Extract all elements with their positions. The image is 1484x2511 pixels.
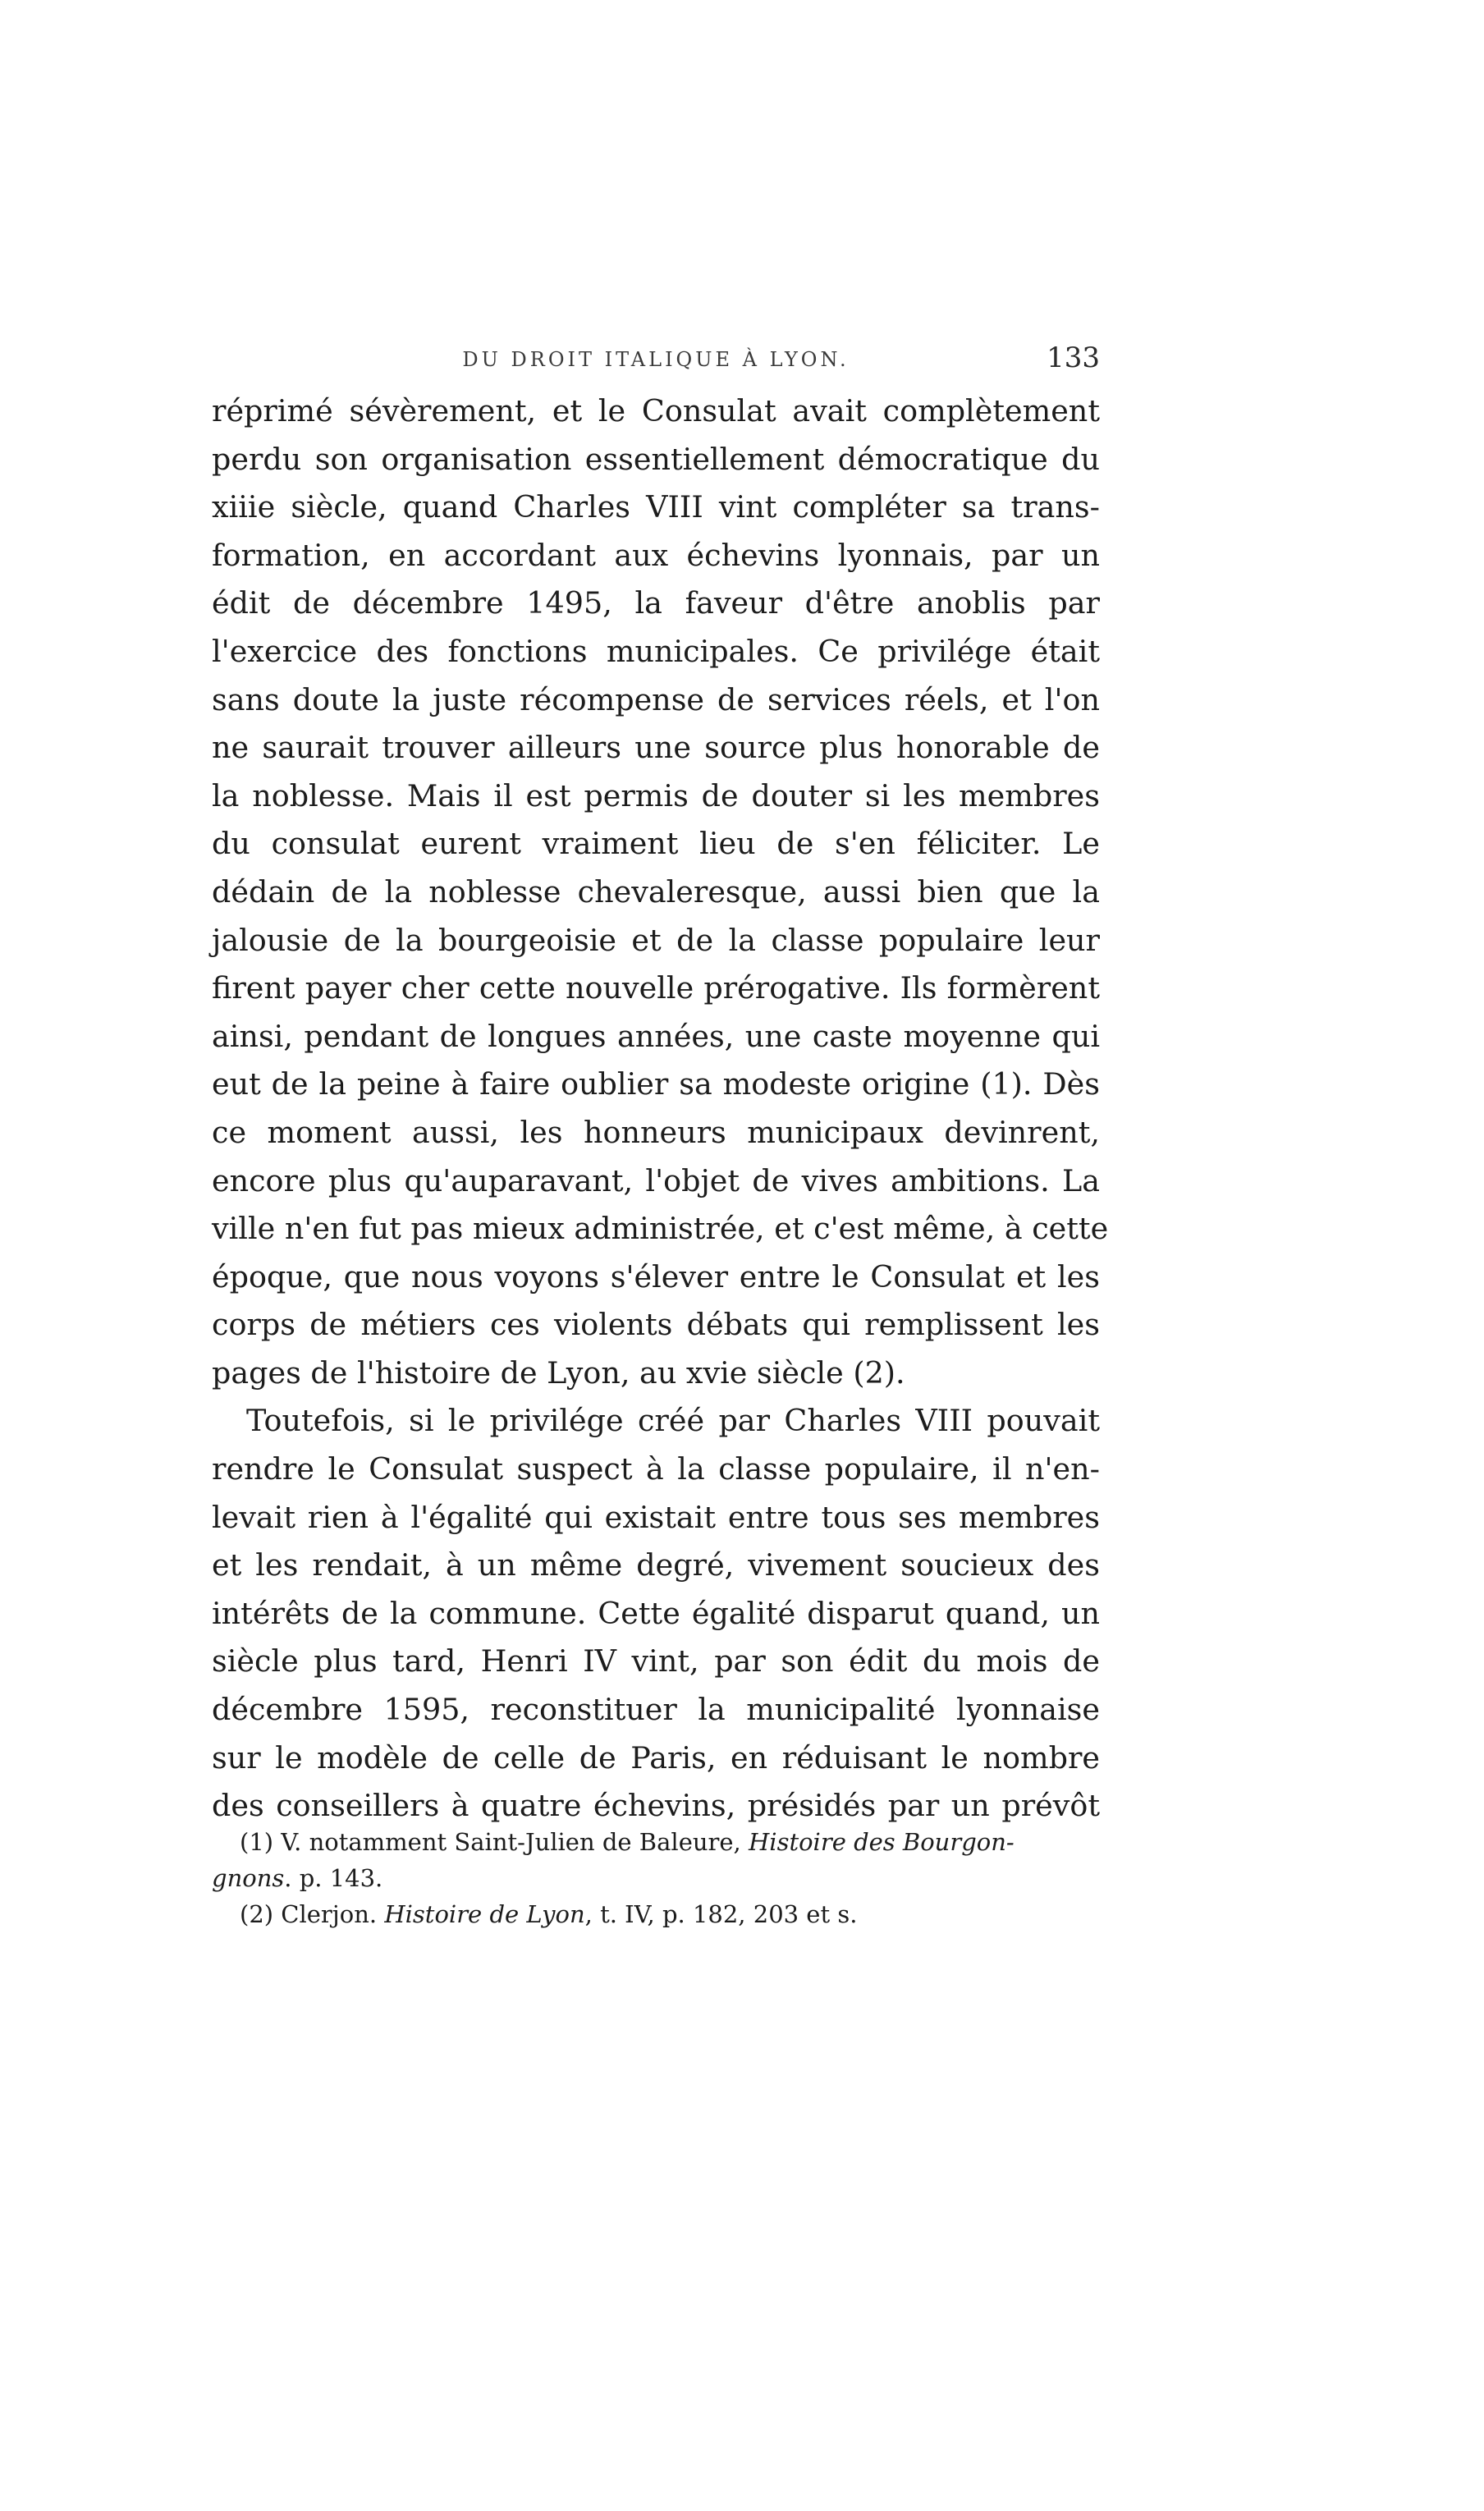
text-line: levait rien à l'égalité qui existait entre tous ses membres xyxy=(212,1499,1100,1535)
text-line: édit de décembre 1495, la faveur d'être anoblis par xyxy=(212,585,1100,621)
footnotes xyxy=(212,1824,1100,1932)
text-line: formation, en accordant aux échevins lyonnais, par un xyxy=(212,537,1100,573)
text-line: et les rendait, à un même degré, vivement soucieux des xyxy=(212,1547,1100,1583)
body-text xyxy=(212,387,1109,1831)
footnote-1-continued xyxy=(212,1860,1100,1896)
text-line: ville n'en fut pas mieux administrée, et c'est même, à cette xyxy=(212,1211,1109,1247)
text-line: l'exercice des fonctions municipales. Ce privilége était xyxy=(212,633,1100,669)
text-line: jalousie de la bourgeoisie et de la classe populaire leur xyxy=(212,922,1100,958)
running-head xyxy=(212,337,1100,386)
text-line: ainsi, pendant de longues années, une caste moyenne qui xyxy=(212,1018,1100,1054)
page-number: 133 xyxy=(1047,341,1100,374)
text-line: des conseillers à quatre échevins, présidés par un prévôt xyxy=(212,1788,1100,1824)
text-line: sans doute la juste récompense de services réels, et l'on xyxy=(212,681,1100,717)
footnote-2-page: , t. IV, p. 182, 203 et s. xyxy=(584,1900,858,1928)
text-line: du consulat eurent vraiment lieu de s'en féliciter. Le xyxy=(212,826,1100,862)
text-line: intérêts de la commune. Cette égalité disparut quand, un xyxy=(212,1595,1100,1631)
text-line: pages de l'histoire de Lyon, au xvie siècle (2). xyxy=(212,1354,905,1391)
text-line: époque, que nous voyons s'élever entre le Consulat et les xyxy=(212,1258,1100,1294)
footnote-1-title: Histoire des Bourgon- xyxy=(749,1828,1015,1856)
footnote-2 xyxy=(212,1896,1100,1932)
text-line: Toutefois, si le privilége créé par Charles VIII pouvait xyxy=(246,1403,1100,1439)
footnote-1-text: (1) V. notamment Saint-Julien de Baleure, xyxy=(240,1828,749,1856)
text-line: dédain de la noblesse chevaleresque, aussi bien que la xyxy=(212,873,1100,910)
text-line: encore plus qu'auparavant, l'objet de vives ambitions. La xyxy=(212,1162,1100,1198)
text-line: corps de métiers ces violents débats qui remplissent les xyxy=(212,1307,1100,1343)
text-line: la noblesse. Mais il est permis de douter si les membres xyxy=(212,777,1100,813)
text-line: ne saurait trouver ailleurs une source plus honorable de xyxy=(212,730,1100,766)
running-title: DU DROIT ITALIQUE À LYON. xyxy=(462,348,850,371)
text-line: firent payer cher cette nouvelle prérogative. Ils formèrent xyxy=(212,970,1100,1006)
text-line: eut de la peine à faire oublier sa modeste origine (1). Dès xyxy=(212,1066,1100,1102)
text-line: sur le modèle de celle de Paris, en réduisant le nombre xyxy=(212,1739,1100,1776)
text-line: siècle plus tard, Henri IV vint, par son édit du mois de xyxy=(212,1643,1100,1679)
text-line: réprimé sévèrement, et le Consulat avait complètement xyxy=(212,393,1100,428)
footnote-2-title: Histoire de Lyon xyxy=(384,1900,585,1928)
footnote-1 xyxy=(212,1824,1100,1860)
footnote-2-text: (2) Clerjon. xyxy=(240,1900,385,1928)
text-line: xiiie siècle, quand Charles VIII vint compléter sa trans- xyxy=(212,489,1100,525)
text-line: perdu son organisation essentiellement démocratique du xyxy=(212,441,1100,477)
text-line: décembre 1595, reconstituer la municipalité lyonnaise xyxy=(212,1692,1100,1728)
text-line: ce moment aussi, les honneurs municipaux devinrent, xyxy=(212,1114,1100,1150)
footnote-1-title-cont: gnons xyxy=(212,1864,285,1892)
text-line: rendre le Consulat suspect à la classe populaire, il n'en- xyxy=(212,1451,1100,1487)
footnote-1-page: . p. 143. xyxy=(284,1864,383,1892)
